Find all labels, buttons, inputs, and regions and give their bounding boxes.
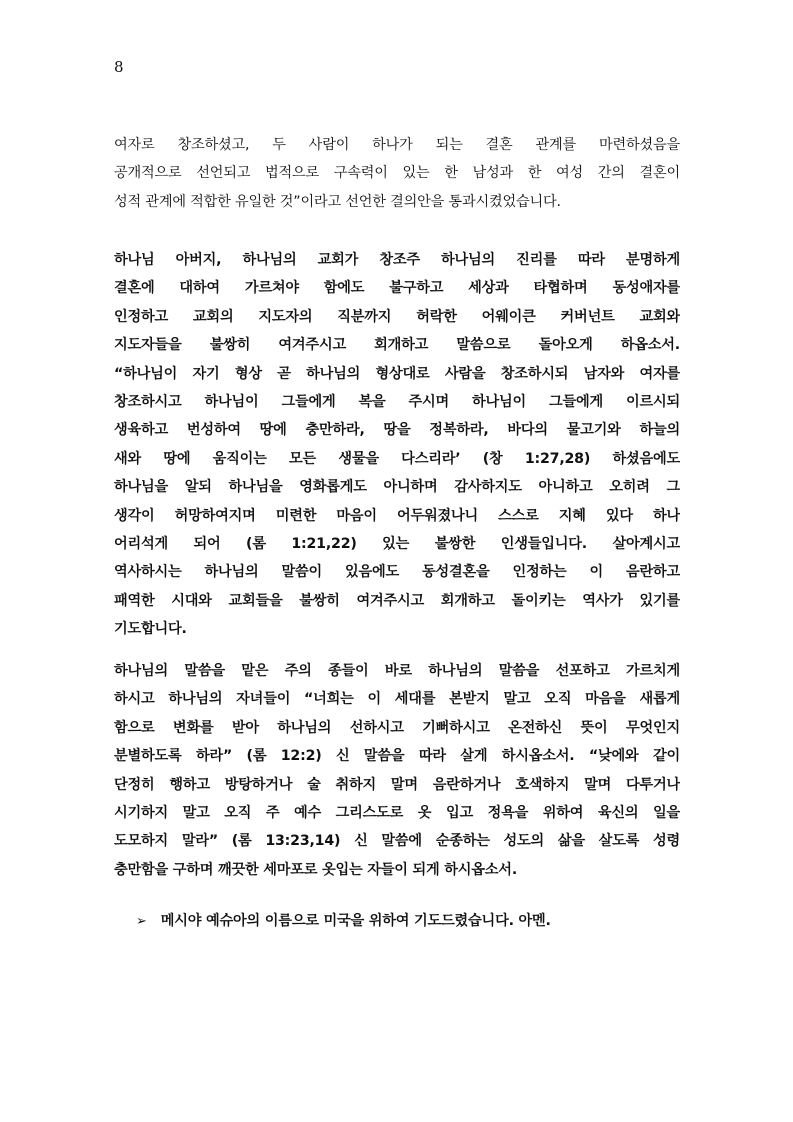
paragraph-line: 생각이 허망하여지며 미련한 마음이 어두워졌나니 스스로 지혜 있다 하나: [114, 507, 680, 524]
closing-text: 메시야 예슈아의 이름으로 미국을 위하여 기도드렸습니다. 아멘.: [160, 913, 551, 929]
paragraph-line: 하나님을 알되 하나님을 영화롭게도 아니하며 감사하지도 아니하고 오히려 그: [114, 479, 680, 496]
paragraph-line: 하시고 하나님의 자녀들이 “너희는 이 세대를 본받지 말고 오직 마음을 새롭게: [114, 691, 680, 708]
arrow-bullet-icon: ➢: [136, 914, 147, 929]
paragraph-line: 창조하시고 하나님이 그들에게 복을 주시며 하나님이 그들에게 이르시되: [114, 393, 680, 410]
paragraph-2: [114, 246, 680, 643]
paragraph-line: 하나님의 말씀을 맡은 주의 종들이 바로 하나님의 말씀을 선포하고 가르치게: [114, 663, 680, 679]
paragraph-line: 지도자들을 불쌍히 여겨주시고 회개하고 말씀으로 돌아오게 하옵소서.: [114, 337, 680, 354]
paragraph-line: 시기하지 말고 오직 주 예수 그리스도로 옷 입고 정욕을 위하여 육신의 일을: [114, 804, 680, 821]
paragraph-line: 함으로 변화를 받아 하나님의 선하시고 기뻐하시고 온전하신 뜻이 무엇인지: [114, 719, 680, 736]
paragraph-line: 새와 땅에 움직이는 모든 생물을 다스리라’ (창 1:27,28) 하셨음에도: [114, 450, 680, 467]
paragraph-line: 분별하도록 하라” (롬 12:2) 신 말씀을 따라 살게 하시옵소서. “낮에와 같이: [114, 748, 680, 765]
page-number: 8: [114, 58, 124, 76]
paragraph-line: 생육하고 번성하여 땅에 충만하라, 땅을 정복하라, 바다의 물고기와 하늘의: [114, 422, 680, 439]
paragraph-line: “하나님이 자기 형상 곧 하나님의 형상대로 사람을 창조하시되 남자와 여자를: [114, 365, 680, 382]
paragraph-line: 어리석게 되어 (롬 1:21,22) 있는 불쌍한 인생들입니다. 살아계시고: [114, 535, 680, 552]
paragraph-line: 하나님 아버지, 하나님의 교회가 창조주 하나님의 진리를 따라 분명하게: [114, 252, 680, 268]
paragraph-line: 역사하시는 하나님의 말씀이 있음에도 동성결혼을 인정하는 이 음란하고: [114, 564, 680, 581]
paragraph-line: 성적 관계에 적합한 유일한 것”이라고 선언한 결의안을 통과시켰었습니다.: [114, 193, 561, 210]
paragraph-line: 인정하고 교회의 지도자의 직분까지 허락한 어웨이큰 커버넌트 교회와: [114, 308, 680, 325]
paragraph-3: [114, 657, 680, 884]
paragraph-line: 도모하지 말라” (롬 13:23,14) 신 말씀에 순종하는 성도의 삶을 살도록 성령: [114, 833, 680, 850]
paragraph-line: 여자로 창조하셨고, 두 사람이 하나가 되는 결혼 관계를 마련하셨음을: [114, 137, 680, 153]
closing-bullet-item: [136, 907, 551, 935]
paragraph-line: 기도합니다.: [114, 621, 187, 638]
paragraph-1: [114, 131, 680, 216]
paragraph-line: 결혼에 대하여 가르쳐야 함에도 불구하고 세상과 타협하며 동성애자를: [114, 280, 680, 297]
paragraph-line: 단정히 행하고 방탕하거나 술 취하지 말며 음란하거나 호색하지 말며 다투거나: [114, 776, 680, 793]
paragraph-line: 공개적으로 선언되고 법적으로 구속력이 있는 한 남성과 한 여성 간의 결혼이: [114, 165, 680, 182]
paragraph-line: 패역한 시대와 교회들을 불쌍히 여겨주시고 회개하고 돌이키는 역사가 있기를: [114, 592, 680, 609]
paragraph-line: 충만함을 구하며 깨끗한 세마포로 옷입는 자들이 되게 하시옵소서.: [114, 861, 518, 878]
